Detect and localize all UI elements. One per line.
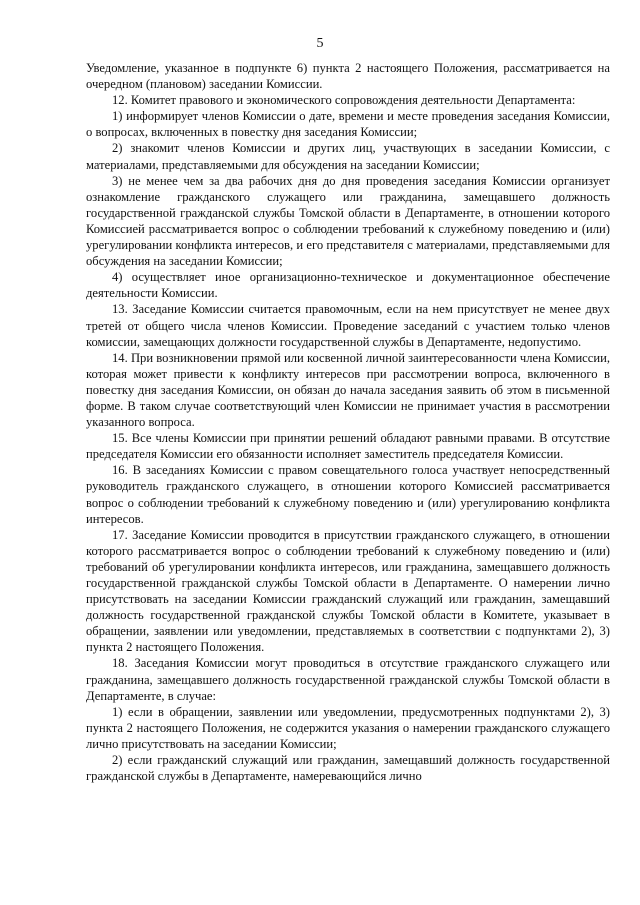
document-body	[86, 60, 610, 784]
paragraph-12-subitem-4: 4) осуществляет иное организационно-техническое и документационное обеспечение деятельности Комиссии.	[86, 270, 610, 301]
paragraph-18-subitem-2: 2) если гражданский служащий или гражданин, замещавший должность государственной гражданской службы в Департаменте, намеревающийся лично	[86, 753, 610, 784]
paragraph-item-15: 15. Все члены Комиссии при принятии решений обладают равными правами. В отсутствие председателя Комиссии его обязанности исполняет заместитель председателя Комиссии.	[86, 431, 610, 462]
paragraph-item-13: 13. Заседание Комиссии считается правомочным, если на нем присутствует не менее двух третей от общего числа членов Комиссии. Проведение заседаний с участием только членов комиссии, замещающих должности государственной службы в Департаменте, недопустимо.	[86, 302, 610, 349]
paragraph-item-18: 18. Заседания Комиссии могут проводиться в отсутствие гражданского служащего или гражданина, замещавшего должность государственной гражданской службы Томской области в Департаменте, в случае:	[86, 656, 610, 703]
page-number: 5	[316, 36, 324, 51]
paragraph-item-12: 12. Комитет правового и экономического сопровождения деятельности Департамента:	[112, 93, 576, 108]
paragraph-18-subitem-1: 1) если в обращении, заявлении или уведомлении, предусмотренных подпунктами 2), 3) пункта 2 настоящего Положения, не содержится указания о намерении гражданского служащего лично присутствовать на заседании Комиссии;	[86, 704, 610, 751]
paragraph-continuation: Уведомление, указанное в подпункте 6) пункта 2 настоящего Положения, рассматривается на очередном (плановом) заседании Комиссии.	[86, 61, 610, 92]
paragraph-item-14: 14. При возникновении прямой или косвенной личной заинтересованности члена Комиссии, которая может привести к конфликту интересов при рассмотрении вопроса, включенного в повестку дня заседания Комиссии, он обязан до начала заседания заявить об этом в письменной форме. В таком случае соответствующий член Комиссии не принимает участия в рассмотрении указанного вопроса.	[86, 350, 610, 430]
paragraph-12-subitem-2: 2) знакомит членов Комиссии и других лиц, участвующих в заседании Комиссии, с материалами, представляемыми для обсуждения на заседании Комиссии;	[86, 141, 610, 172]
paragraph-item-16: 16. В заседаниях Комиссии с правом совещательного голоса участвует непосредственный руководитель гражданского служащего, в отношении которого Комиссией рассматривается вопрос о соблюдении требований к служебному поведению и (или) урегулированию конфликта интересов.	[86, 463, 610, 526]
paragraph-12-subitem-3: 3) не менее чем за два рабочих дня до дня проведения заседания Комиссии организует ознакомление гражданского служащего или гражданина, замещавшего должность государственной гражданской службы Томской области в Департаменте, в отношении которого Комиссией рассматривается вопрос о соблюдении требований к служебному поведению и (или) урегулировании конфликта интересов, и его представителя с материалами, представляемыми для обсуждения на заседании Комиссии;	[86, 173, 610, 269]
paragraph-12-subitem-1: 1) информирует членов Комиссии о дате, времени и месте проведения заседания Комиссии, о вопросах, включенных в повестку дня заседания Комиссии;	[86, 109, 610, 140]
paragraph-item-17: 17. Заседание Комиссии проводится в присутствии гражданского служащего, в отношении которого рассматривается вопрос о соблюдении требований к служебному поведению и (или) требований об урегулировании конфликта интересов, или гражданина, замещавшего должность государственной гражданской службы Томской области в Департаменте. О намерении лично присутствовать на заседании Комиссии гражданский служащий или гражданин, замещавший должность государственной гражданской службы Томской области в Комитете, указывает в обращении, заявлении или уведомлении, представляемых в соответствии с подпунктами 2), 3) пункта 2 настоящего Положения.	[86, 527, 610, 655]
